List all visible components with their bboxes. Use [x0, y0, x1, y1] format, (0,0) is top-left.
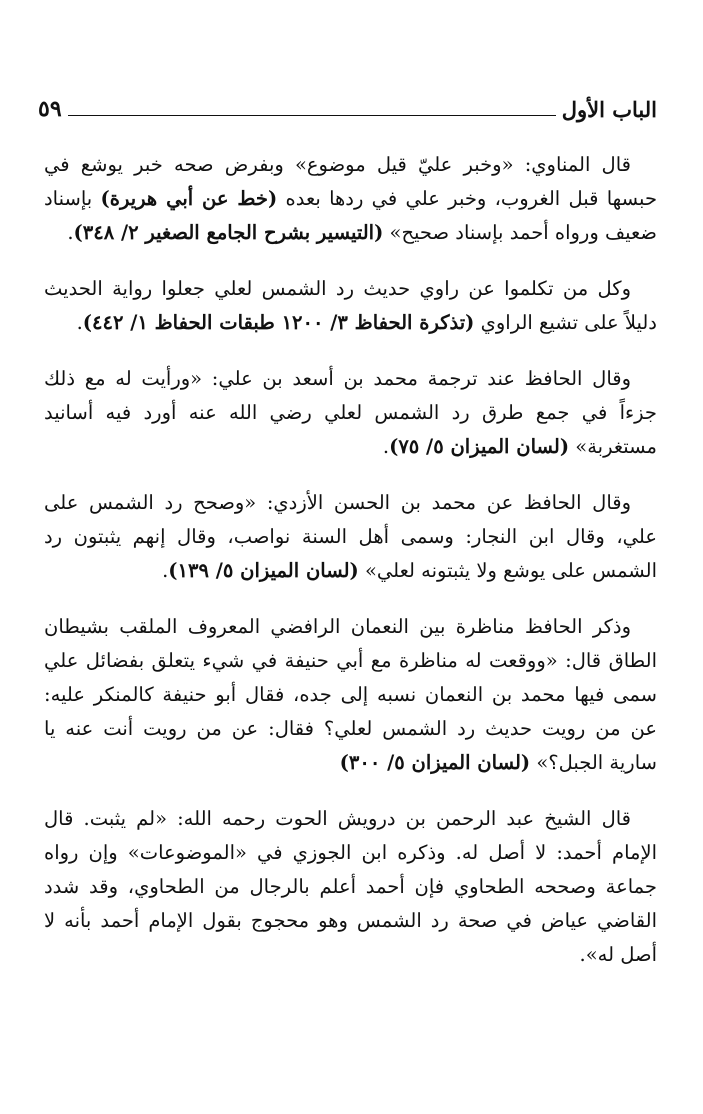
paragraph-text: . [382, 435, 390, 458]
paragraph [44, 802, 657, 972]
paragraph-text: وقال الحافظ عن محمد بن الحسن الأزدي: «وصحح رد الشمس على علي، وقال ابن النجار: وسمى أهل السنة نواصب، وقال إنهم يثبتون رد الشمس على يوشع ولا يثبتونه لعلي» [44, 491, 657, 582]
citation-reference: (تذكرة الحفاظ ٣/ ١٢٠٠ طبقات الحفاظ ١/ ٤٤٢) [82, 311, 475, 334]
citation-reference: (لسان الميزان ٥/ ١٣٩) [168, 559, 359, 582]
chapter-title: الباب الأول [561, 97, 657, 122]
paragraph-text: . [76, 311, 83, 334]
paragraph [44, 362, 657, 464]
citation-reference: (خط عن أبي هريرة) [100, 187, 278, 210]
page-body [44, 148, 657, 994]
paragraph [44, 272, 657, 340]
paragraph-text: وذكر الحافظ مناظرة بين النعمان الرافضي المعروف الملقب بشيطان الطاق قال: «ووقعت له مناظرة مع أبي حنيفة في شيء يتعلق بفضائل علي سمى فيها محمد بن النعمان نسبه إلى جده، فقال أبو حنيفة كالمنكر عليه: عن من رويت حديث رد الشمس لعلي؟ فقال: عن من رويت أنت عنه يا سارية الجبل؟» [44, 615, 657, 774]
paragraph-text: قال الشيخ عبد الرحمن بن درويش الحوت رحمه الله: «لم يثبت. قال الإمام أحمد: لا أصل له. وذكره ابن الجوزي في «الموضوعات» وإن رواه جماعة وصححه الطحاوي فإن أحمد أعلم بالرجال من الطحاوي، وقد شدد القاضي عياض في صحة رد الشمس وهو محجوج بقول الإمام أحمد بأنه لا أصل له». [44, 807, 657, 966]
paragraph-text: قال المناوي: «وخبر عليّ قيل موضوع» وبفرض صحه خبر يوشع في حبسها قبل الغروب، وخبر علي في ردها بعده [44, 153, 657, 210]
paragraph-text: بإسناد ضعيف ورواه أحمد بإسناد صحيح» [44, 187, 657, 244]
paragraph-text: . [67, 221, 74, 244]
citation-reference: (لسان الميزان ٥/ ٧٥) [389, 435, 570, 458]
page-header [38, 86, 657, 120]
paragraph-text: وكل من تكلموا عن راوي حديث رد الشمس لعلي جعلوا رواية الحديث دليلاً على تشيع الراوي [44, 277, 657, 334]
paragraph-text: وقال الحافظ عند ترجمة محمد بن أسعد بن علي: «ورأيت له مع ذلك جزءاً في جمع طرق رد الشمس لعلي رضي الله عنه أورد فيه أسانيد مستغربة» [44, 367, 657, 458]
paragraph [44, 486, 657, 588]
page-number: ٥٩ [38, 96, 62, 122]
paragraph [44, 148, 657, 250]
citation-reference: (لسان الميزان ٥/ ٣٠٠) [339, 751, 531, 774]
paragraph [44, 610, 657, 780]
header-rule [68, 115, 556, 116]
paragraph-text: . [162, 559, 169, 582]
citation-reference: (التيسير بشرح الجامع الصغير ٢/ ٣٤٨) [73, 221, 384, 244]
